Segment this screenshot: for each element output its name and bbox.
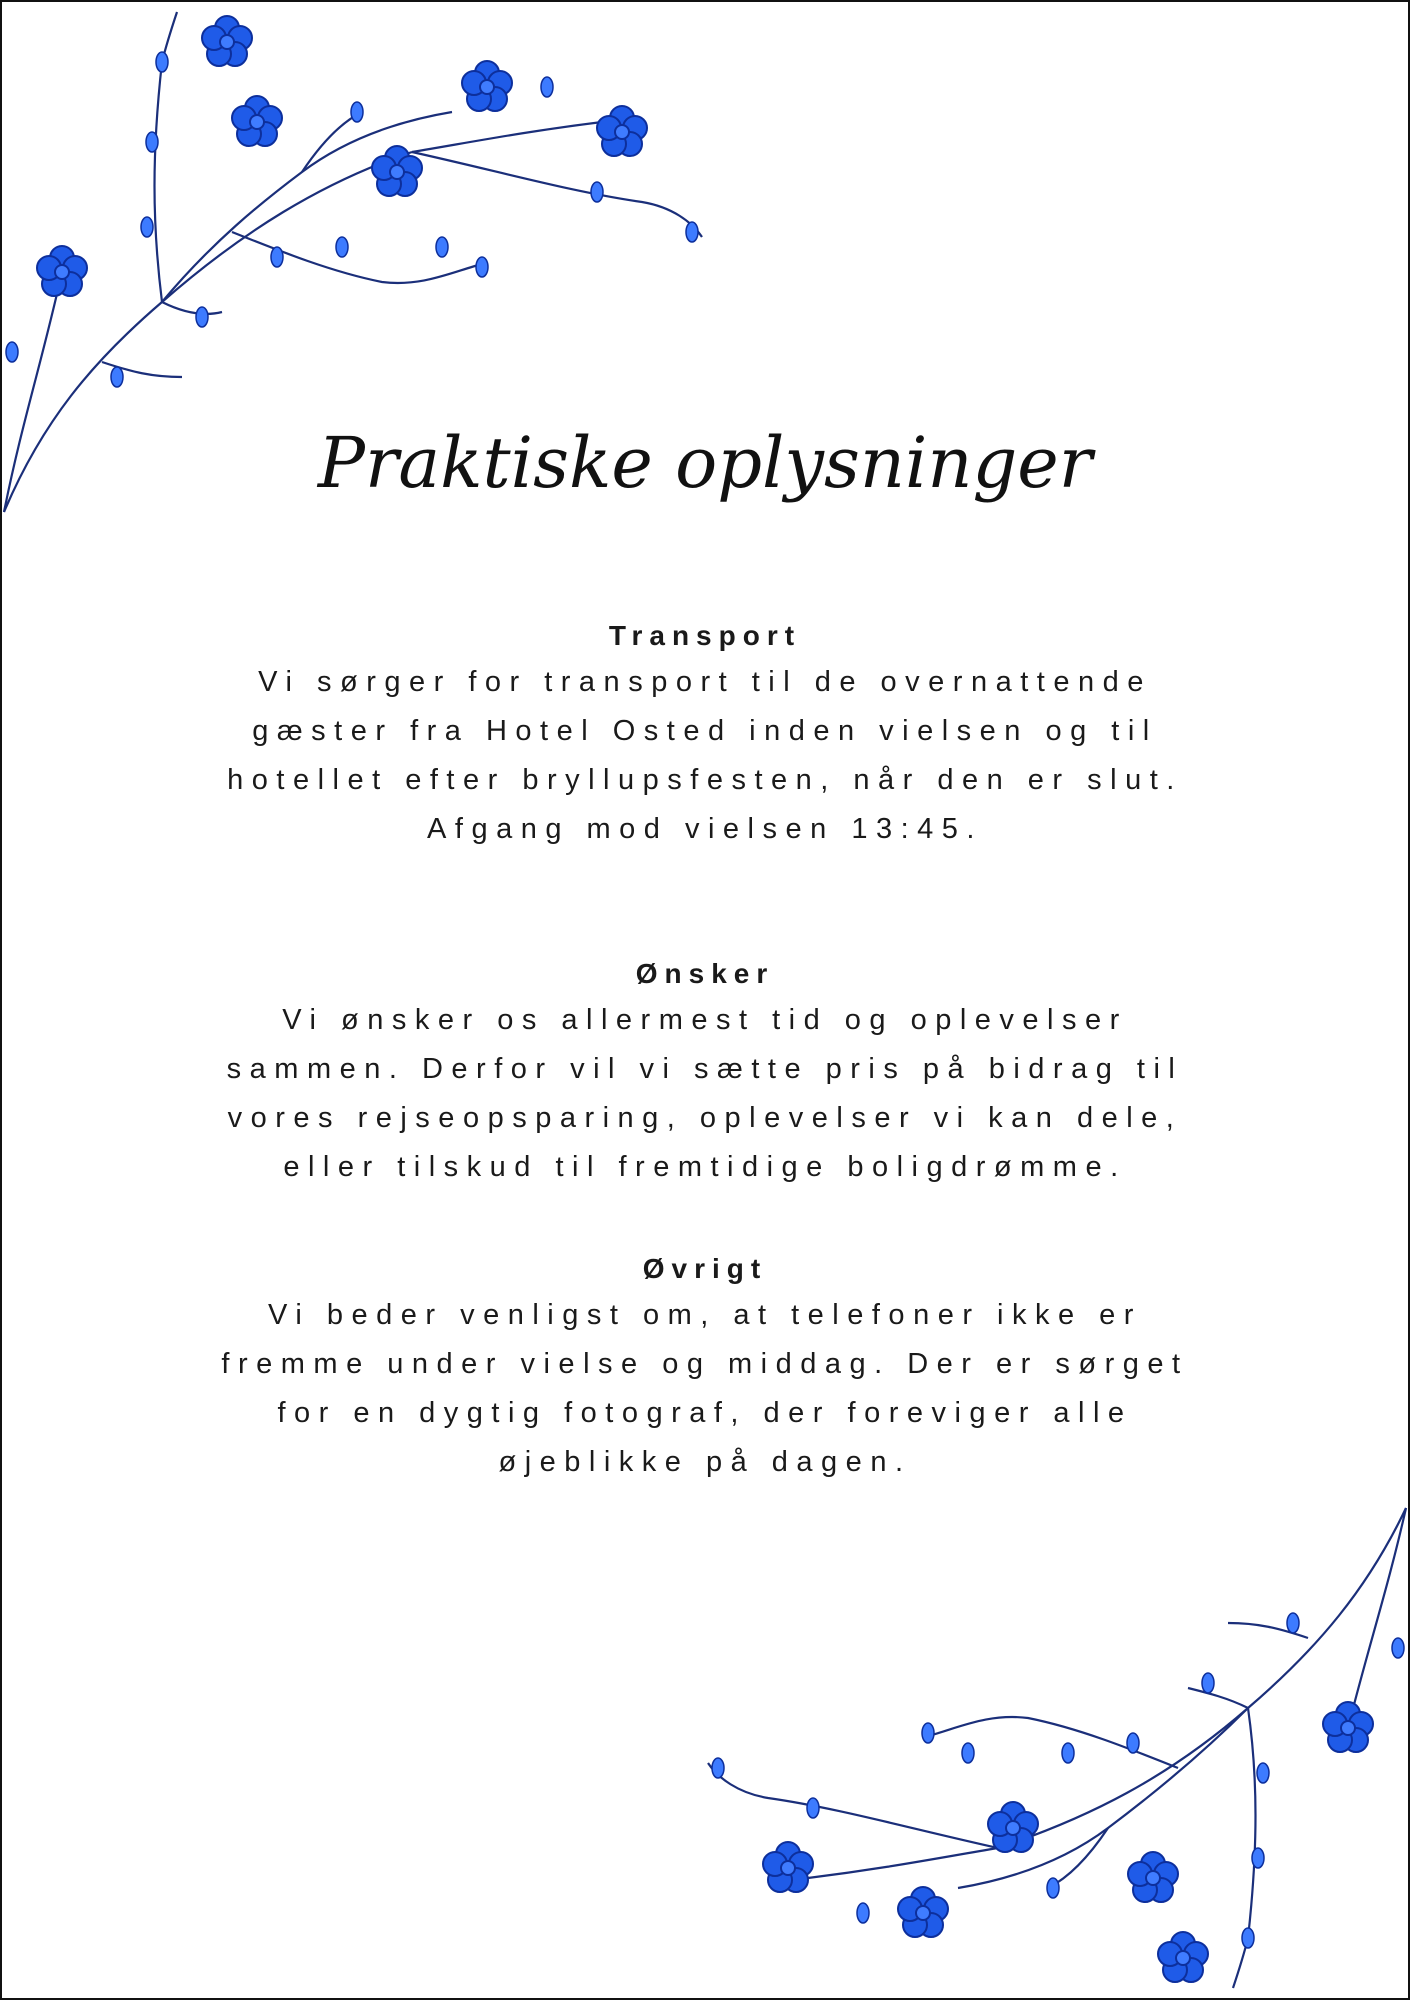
section-heading: Ønsker (635, 958, 775, 989)
body-line: eller tilskud til fremtidige boligdrømme. (283, 1151, 1127, 1183)
section-heading: Transport (608, 620, 802, 651)
section-body (2, 996, 1408, 1192)
body-line: Vi beder venligst om, at telefoner ikke er (268, 1299, 1142, 1331)
floral-decoration-bottom (648, 1498, 1408, 1998)
section-transport (2, 614, 1408, 854)
body-line: sammen. Derfor vil vi sætte pris på bidrag til (226, 1053, 1184, 1085)
body-line: gæster fra Hotel Osted inden vielsen og til (252, 715, 1158, 747)
body-line: øjeblikke på dagen. (498, 1446, 912, 1478)
section-onsker (2, 952, 1408, 1192)
body-line: hotellet efter bryllupsfesten, når den er slut. (227, 764, 1183, 796)
body-line: Vi ønsker os allermest tid og oplevelser (282, 1004, 1128, 1036)
body-line: for en dygtig fotograf, der foreviger alle (277, 1397, 1133, 1429)
page-title: Praktiske oplysninger (317, 422, 1093, 504)
section-body (2, 1291, 1408, 1487)
body-line: vores rejseopsparing, oplevelser vi kan dele, (227, 1102, 1183, 1134)
body-line: Afgang mod vielsen 13:45. (427, 813, 983, 845)
body-line: fremme under vielse og middag. Der er sørget (221, 1348, 1189, 1380)
section-body (2, 658, 1408, 854)
section-ovrigt (2, 1247, 1408, 1487)
body-line: Vi sørger for transport til de overnattende (258, 666, 1152, 698)
section-heading: Øvrigt (642, 1253, 768, 1284)
